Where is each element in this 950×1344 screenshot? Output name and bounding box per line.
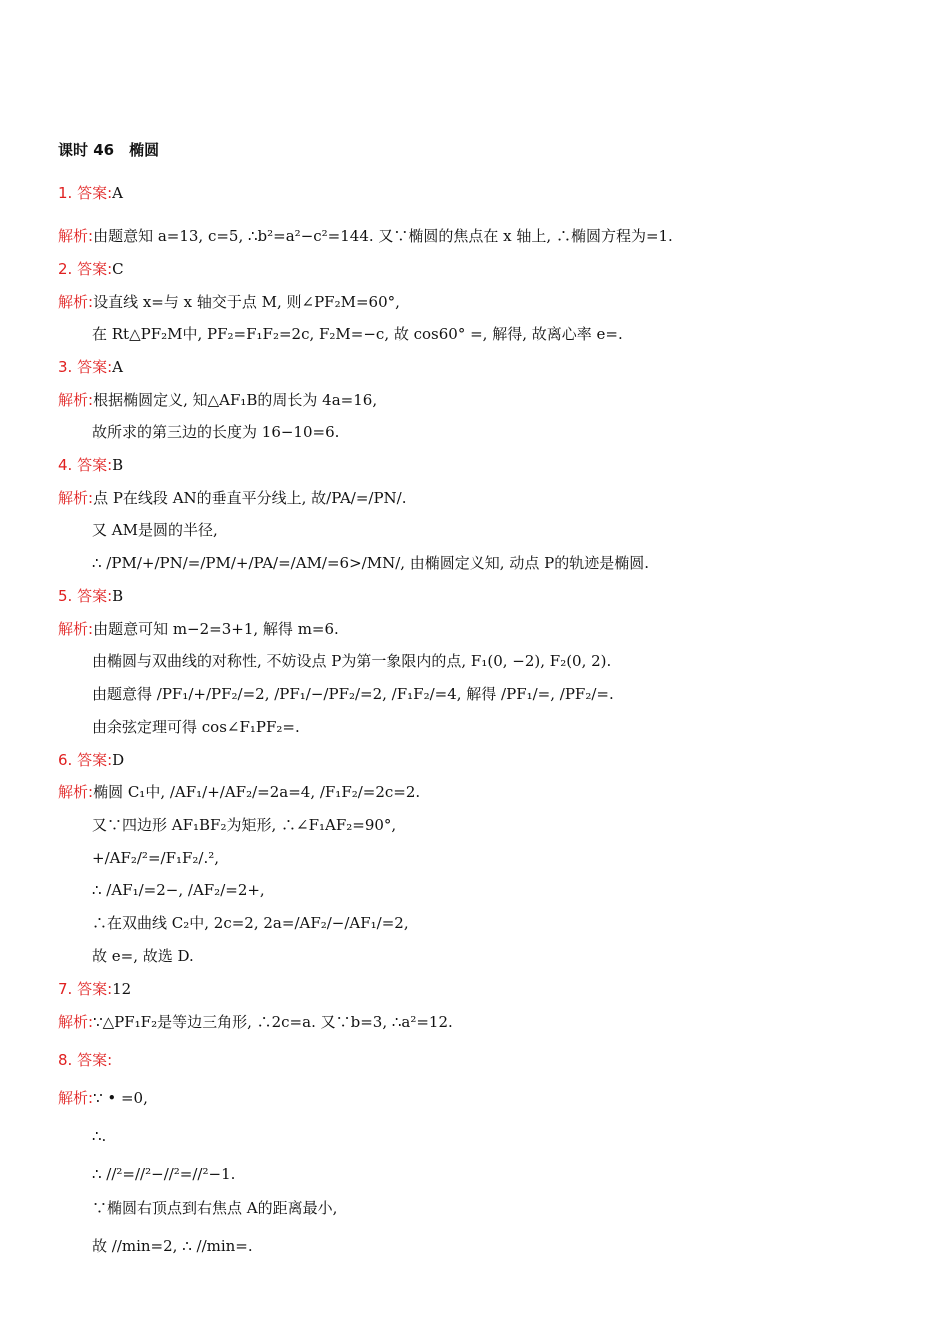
answer-line	[58, 586, 123, 606]
line-text: B	[112, 456, 124, 474]
analysis-line	[58, 488, 407, 508]
solution-text-line	[92, 946, 194, 966]
solution-text-line	[92, 848, 219, 868]
analysis-label: 解析:	[58, 293, 94, 311]
line-text: B	[112, 587, 124, 605]
line-text: 由余弦定理可得 cos∠F₁PF₂=.	[92, 718, 300, 736]
answer-label: 8. 答案:	[58, 1051, 113, 1069]
answer-line	[58, 1050, 112, 1070]
solution-text-line	[92, 1164, 235, 1184]
solution-text-line	[92, 913, 409, 933]
analysis-label: 解析:	[58, 1089, 94, 1107]
line-text: 故 //min=2, ∴ //min=.	[92, 1237, 253, 1255]
line-text: +/AF₂/²=/F₁F₂/.²,	[92, 849, 220, 867]
answer-label: 4. 答案:	[58, 456, 113, 474]
line-text: ∴在双曲线 C₂中, 2c=2, 2a=/AF₂/−/AF₁/=2,	[92, 914, 409, 932]
solution-text-line	[92, 815, 396, 835]
page-title: 课时 46 椭圆	[58, 141, 160, 159]
answer-label: 3. 答案:	[58, 358, 113, 376]
analysis-line	[58, 292, 400, 312]
answer-line	[58, 357, 123, 377]
line-text: 由题意可知 m−2=3+1, 解得 m=6.	[93, 620, 339, 638]
line-text: 由椭圆与双曲线的对称性, 不妨设点 P为第一象限内的点, F₁(0, −2), F₂(0, 2).	[92, 652, 612, 670]
answer-label: 2. 答案:	[58, 260, 113, 278]
line-text: D	[112, 751, 125, 769]
line-text: 点 P在线段 AN的垂直平分线上, 故/PA/=/PN/.	[93, 489, 407, 507]
line-text: ∵△PF₁F₂是等边三角形, ∴2c=a. 又∵b=3, ∴a²=12.	[93, 1013, 453, 1031]
analysis-label: 解析:	[58, 391, 94, 409]
solution-text-line	[92, 520, 218, 540]
solution-text-line	[92, 324, 623, 344]
line-text: 由题意知 a=13, c=5, ∴b²=a²−c²=144. 又∵椭圆的焦点在 x 轴上, ∴椭圆方程为=1.	[93, 227, 673, 245]
analysis-line	[58, 226, 673, 246]
analysis-line	[58, 1012, 453, 1032]
line-text: A	[112, 358, 123, 376]
line-text: 又 AM是圆的半径,	[92, 521, 218, 539]
solution-text-line	[92, 422, 339, 442]
line-text: 椭圆 C₁中, /AF₁/+/AF₂/=2a=4, /F₁F₂/=2c=2.	[93, 783, 421, 801]
analysis-line	[58, 390, 377, 410]
line-text: ∵ • =0,	[93, 1089, 148, 1107]
analysis-label: 解析:	[58, 1013, 94, 1031]
line-text: A	[112, 184, 123, 202]
line-text: 12	[112, 980, 132, 998]
solution-text-line	[92, 1198, 337, 1218]
answer-label: 1. 答案:	[58, 184, 113, 202]
answer-label: 6. 答案:	[58, 751, 113, 769]
answer-line	[58, 750, 124, 770]
answer-label: 5. 答案:	[58, 587, 113, 605]
solution-text-line	[92, 717, 300, 737]
line-text: ∴.	[92, 1127, 107, 1145]
solution-text-line	[92, 684, 614, 704]
line-text: ∴ //²=//²−//²=//²−1.	[92, 1165, 236, 1183]
answer-line	[58, 979, 131, 999]
line-text: 由题意得 /PF₁/+/PF₂/=2, /PF₁/−/PF₂/=2, /F₁F₂/=4, 解得 /PF₁/=, /PF₂/=.	[92, 685, 614, 703]
answer-label: 7. 答案:	[58, 980, 113, 998]
analysis-label: 解析:	[58, 620, 94, 638]
analysis-label: 解析:	[58, 227, 94, 245]
line-text: 根据椭圆定义, 知△AF₁B的周长为 4a=16,	[93, 391, 378, 409]
line-text: 故所求的第三边的长度为 16−10=6.	[92, 423, 340, 441]
solution-text-line	[92, 651, 611, 671]
answer-line	[58, 183, 123, 203]
line-text: ∴ /PM/+/PN/=/PM/+/PA/=/AM/=6>/MN/, 由椭圆定义知, 动点 P的轨迹是椭圆.	[92, 554, 649, 572]
answer-line	[58, 259, 124, 279]
line-text: 故 e=, 故选 D.	[92, 947, 194, 965]
solution-text-line	[92, 553, 649, 573]
analysis-line	[58, 782, 420, 802]
line-text: 又∵四边形 AF₁BF₂为矩形, ∴∠F₁AF₂=90°,	[92, 816, 397, 834]
line-text: 设直线 x=与 x 轴交于点 M, 则∠PF₂M=60°,	[93, 293, 400, 311]
line-text: ∵椭圆右顶点到右焦点 A的距离最小,	[92, 1199, 338, 1217]
analysis-label: 解析:	[58, 783, 94, 801]
line-text: C	[112, 260, 124, 278]
analysis-line	[58, 619, 339, 639]
answer-line	[58, 455, 123, 475]
solution-text-line	[92, 880, 265, 900]
line-text: ∴ /AF₁/=2−, /AF₂/=2+,	[92, 881, 265, 899]
solution-text-line	[92, 1126, 106, 1146]
analysis-line	[58, 1088, 148, 1108]
line-text: 在 Rt△PF₂M中, PF₂=F₁F₂=2c, F₂M=−c, 故 cos60° =, 解得, 故离心率 e=.	[92, 325, 623, 343]
solution-text-line	[92, 1236, 253, 1256]
analysis-label: 解析:	[58, 489, 94, 507]
